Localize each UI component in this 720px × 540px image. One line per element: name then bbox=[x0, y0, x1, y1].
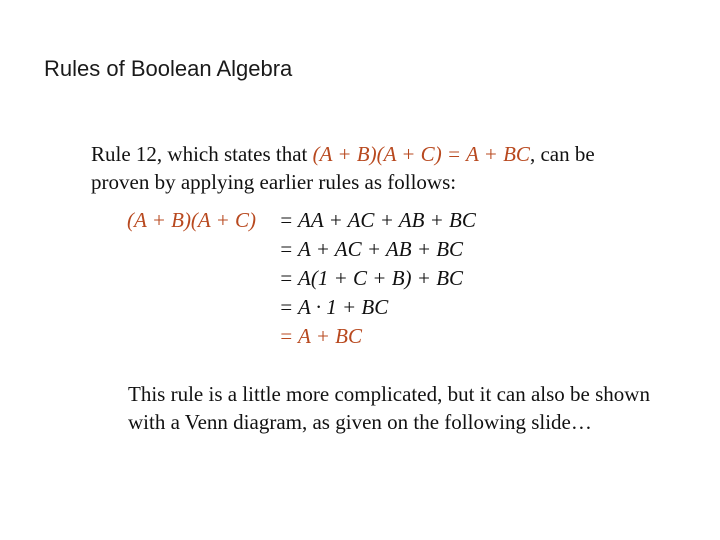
derivation-step-2: = A + AC + AB + BC bbox=[279, 237, 464, 261]
slide-title: Rules of Boolean Algebra bbox=[44, 56, 293, 81]
derivation-step-1: = AA + AC + AB + BC bbox=[279, 208, 476, 232]
rule-statement: (A + B)(A + C) = A + BC bbox=[312, 142, 530, 166]
intro-text-before: Rule 12, which states that bbox=[91, 142, 313, 166]
intro-paragraph bbox=[91, 140, 651, 196]
intro-text-after: , can be proven by applying earlier rules as follows: bbox=[91, 142, 595, 194]
conclusion-paragraph: This rule is a little more complicated, but it can also be shown with a Venn diagram, as given on the following slide… bbox=[128, 382, 650, 434]
derivation-step-5: = A + BC bbox=[279, 324, 362, 348]
derivation-lhs: (A + B)(A + C) bbox=[127, 208, 257, 232]
derivation-step-4: = A · 1 + BC bbox=[279, 295, 389, 319]
derivation-step-3: = A(1 + C + B) + BC bbox=[279, 266, 464, 290]
